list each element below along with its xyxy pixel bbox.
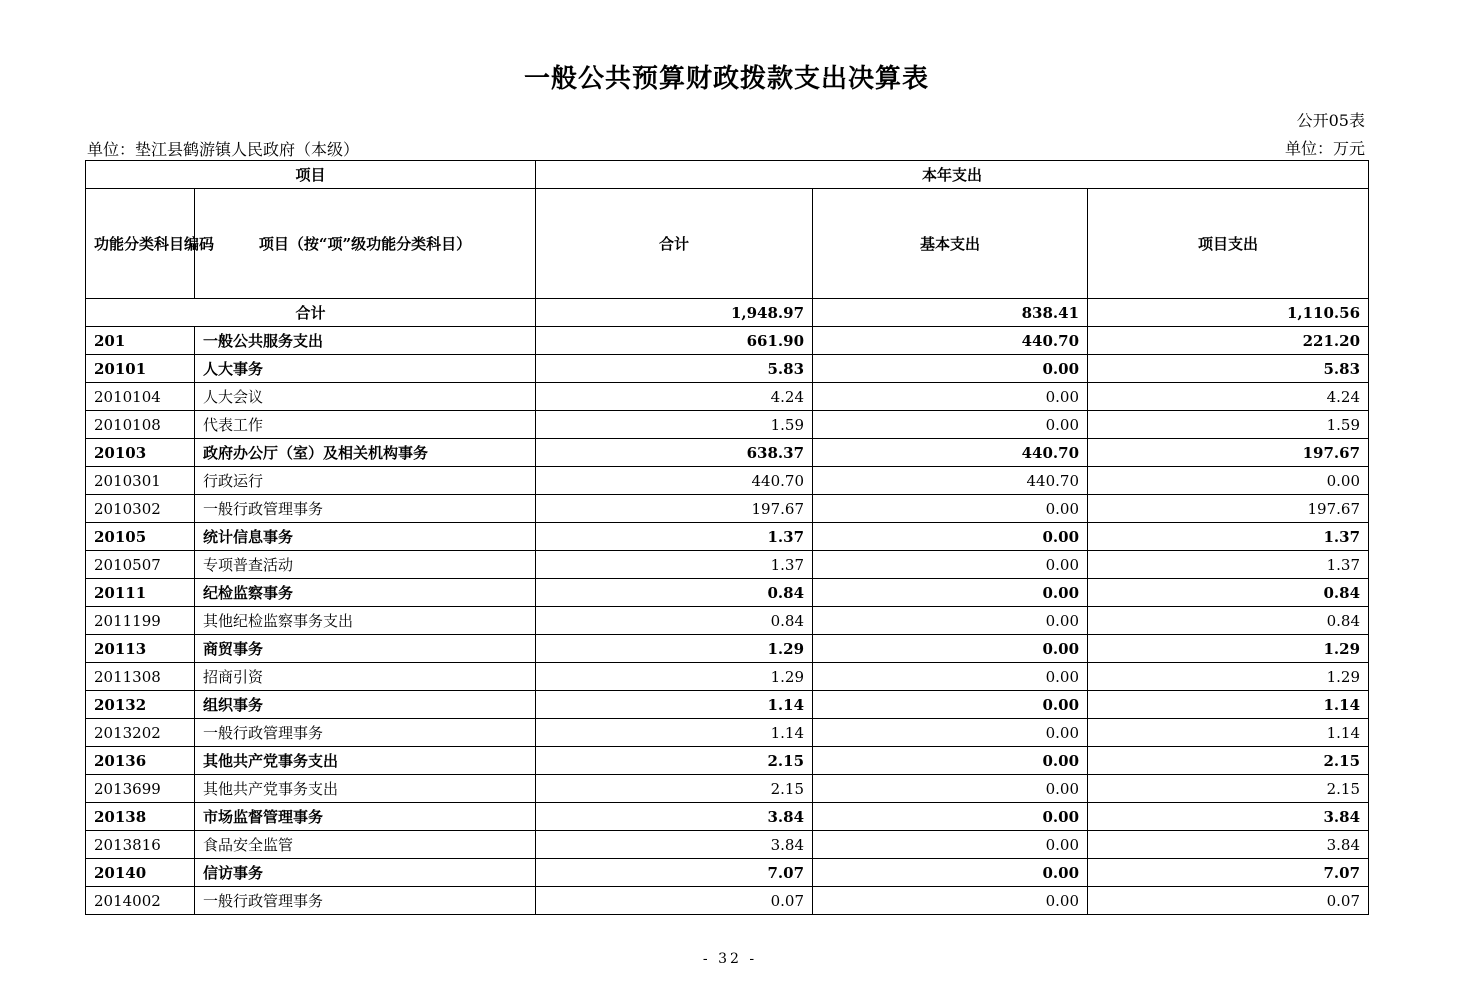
row-basic: 440.70	[813, 467, 1088, 495]
row-basic: 0.00	[813, 579, 1088, 607]
row-total: 3.84	[536, 831, 813, 859]
row-project: 5.83	[1088, 355, 1369, 383]
reporting-unit: 单位：垫江县鹤游镇人民政府（本级）	[87, 140, 360, 159]
row-name: 信访事务	[195, 859, 536, 887]
row-code: 20113	[86, 635, 195, 663]
row-total: 1.37	[536, 523, 813, 551]
row-project: 221.20	[1088, 327, 1369, 355]
row-project: 0.84	[1088, 579, 1369, 607]
row-basic: 0.00	[813, 607, 1088, 635]
table-row	[86, 579, 1369, 607]
row-code: 2013202	[86, 719, 195, 747]
table-row	[86, 775, 1369, 803]
row-basic: 0.00	[813, 495, 1088, 523]
row-code: 20136	[86, 747, 195, 775]
row-code: 2011199	[86, 607, 195, 635]
row-name: 纪检监察事务	[195, 579, 536, 607]
total-basic: 838.41	[813, 299, 1088, 327]
row-basic: 0.00	[813, 803, 1088, 831]
row-name: 统计信息事务	[195, 523, 536, 551]
row-basic: 0.00	[813, 775, 1088, 803]
row-basic: 0.00	[813, 411, 1088, 439]
row-basic: 0.00	[813, 747, 1088, 775]
header-row-group	[86, 161, 1369, 189]
row-project: 3.84	[1088, 831, 1369, 859]
table-row	[86, 859, 1369, 887]
row-basic: 0.00	[813, 831, 1088, 859]
header-basic: 基本支出	[813, 189, 1088, 299]
row-total: 661.90	[536, 327, 813, 355]
row-project: 0.84	[1088, 607, 1369, 635]
total-label: 合计	[86, 299, 536, 327]
row-project: 1.37	[1088, 523, 1369, 551]
total-row	[86, 299, 1369, 327]
row-total: 5.83	[536, 355, 813, 383]
row-basic: 0.00	[813, 691, 1088, 719]
row-code: 2010507	[86, 551, 195, 579]
row-project: 0.07	[1088, 887, 1369, 915]
row-code: 2014002	[86, 887, 195, 915]
row-project: 197.67	[1088, 495, 1369, 523]
row-code: 20103	[86, 439, 195, 467]
table-row	[86, 635, 1369, 663]
row-name: 食品安全监管	[195, 831, 536, 859]
header-item-group: 项目	[86, 161, 536, 189]
row-code: 20111	[86, 579, 195, 607]
row-project: 2.15	[1088, 775, 1369, 803]
row-code: 20132	[86, 691, 195, 719]
row-basic: 0.00	[813, 383, 1088, 411]
row-total: 0.84	[536, 579, 813, 607]
row-basic: 0.00	[813, 355, 1088, 383]
total-sum: 1,948.97	[536, 299, 813, 327]
header-row-columns	[86, 189, 1369, 299]
row-total: 2.15	[536, 747, 813, 775]
header-total: 合计	[536, 189, 813, 299]
header-year-expense: 本年支出	[536, 161, 1369, 189]
row-total: 0.07	[536, 887, 813, 915]
header-code: 功能分类科目编码	[86, 189, 195, 299]
row-name: 代表工作	[195, 411, 536, 439]
row-total: 1.59	[536, 411, 813, 439]
row-total: 440.70	[536, 467, 813, 495]
row-project: 1.29	[1088, 663, 1369, 691]
row-project: 1.59	[1088, 411, 1369, 439]
row-project: 2.15	[1088, 747, 1369, 775]
currency-unit: 单位：万元	[1284, 139, 1365, 158]
row-basic: 440.70	[813, 327, 1088, 355]
row-name: 专项普查活动	[195, 551, 536, 579]
row-project: 197.67	[1088, 439, 1369, 467]
row-project: 3.84	[1088, 803, 1369, 831]
row-code: 2010301	[86, 467, 195, 495]
row-total: 197.67	[536, 495, 813, 523]
table-row	[86, 831, 1369, 859]
expenditure-table	[85, 160, 1369, 915]
row-project: 1.29	[1088, 635, 1369, 663]
row-code: 201	[86, 327, 195, 355]
row-basic: 0.00	[813, 635, 1088, 663]
row-code: 2010108	[86, 411, 195, 439]
table-row	[86, 495, 1369, 523]
form-number: 公开05表	[1296, 111, 1365, 130]
row-code: 20140	[86, 859, 195, 887]
row-basic: 0.00	[813, 523, 1088, 551]
row-name: 行政运行	[195, 467, 536, 495]
row-total: 1.37	[536, 551, 813, 579]
row-code: 20101	[86, 355, 195, 383]
table-row	[86, 887, 1369, 915]
row-code: 20138	[86, 803, 195, 831]
row-code: 2013816	[86, 831, 195, 859]
row-name: 其他共产党事务支出	[195, 775, 536, 803]
row-name: 商贸事务	[195, 635, 536, 663]
row-total: 1.14	[536, 691, 813, 719]
row-total: 1.14	[536, 719, 813, 747]
table-row	[86, 355, 1369, 383]
row-total: 1.29	[536, 663, 813, 691]
row-name: 一般行政管理事务	[195, 719, 536, 747]
row-code: 2010302	[86, 495, 195, 523]
row-project: 1.14	[1088, 691, 1369, 719]
row-total: 4.24	[536, 383, 813, 411]
table-row	[86, 467, 1369, 495]
row-total: 0.84	[536, 607, 813, 635]
page-number: - 32 -	[702, 951, 758, 967]
table-row	[86, 439, 1369, 467]
table-row	[86, 719, 1369, 747]
table-row	[86, 607, 1369, 635]
row-basic: 0.00	[813, 859, 1088, 887]
row-name: 人大事务	[195, 355, 536, 383]
table-row	[86, 523, 1369, 551]
row-code: 2011308	[86, 663, 195, 691]
table-row	[86, 663, 1369, 691]
row-code: 20105	[86, 523, 195, 551]
row-name: 一般公共服务支出	[195, 327, 536, 355]
row-basic: 440.70	[813, 439, 1088, 467]
row-project: 0.00	[1088, 467, 1369, 495]
row-total: 1.29	[536, 635, 813, 663]
row-name: 招商引资	[195, 663, 536, 691]
row-name: 其他共产党事务支出	[195, 747, 536, 775]
page-title: 一般公共预算财政拨款支出决算表	[523, 64, 929, 94]
row-name: 其他纪检监察事务支出	[195, 607, 536, 635]
row-code: 2013699	[86, 775, 195, 803]
row-project: 7.07	[1088, 859, 1369, 887]
row-project: 1.14	[1088, 719, 1369, 747]
table-row	[86, 803, 1369, 831]
table-row	[86, 747, 1369, 775]
row-name: 政府办公厅（室）及相关机构事务	[195, 439, 536, 467]
table-row	[86, 411, 1369, 439]
row-total: 2.15	[536, 775, 813, 803]
table-row	[86, 383, 1369, 411]
row-total: 7.07	[536, 859, 813, 887]
row-name: 组织事务	[195, 691, 536, 719]
total-project: 1,110.56	[1088, 299, 1369, 327]
header-project: 项目支出	[1088, 189, 1369, 299]
row-basic: 0.00	[813, 719, 1088, 747]
row-project: 1.37	[1088, 551, 1369, 579]
row-basic: 0.00	[813, 551, 1088, 579]
row-name: 人大会议	[195, 383, 536, 411]
table-row	[86, 691, 1369, 719]
row-total: 638.37	[536, 439, 813, 467]
row-total: 3.84	[536, 803, 813, 831]
row-name: 一般行政管理事务	[195, 887, 536, 915]
row-project: 4.24	[1088, 383, 1369, 411]
table-row	[86, 327, 1369, 355]
row-name: 市场监督管理事务	[195, 803, 536, 831]
row-code: 2010104	[86, 383, 195, 411]
row-basic: 0.00	[813, 663, 1088, 691]
table-row	[86, 551, 1369, 579]
row-basic: 0.00	[813, 887, 1088, 915]
row-name: 一般行政管理事务	[195, 495, 536, 523]
header-item-name: 项目（按“项”级功能分类科目）	[195, 189, 536, 299]
